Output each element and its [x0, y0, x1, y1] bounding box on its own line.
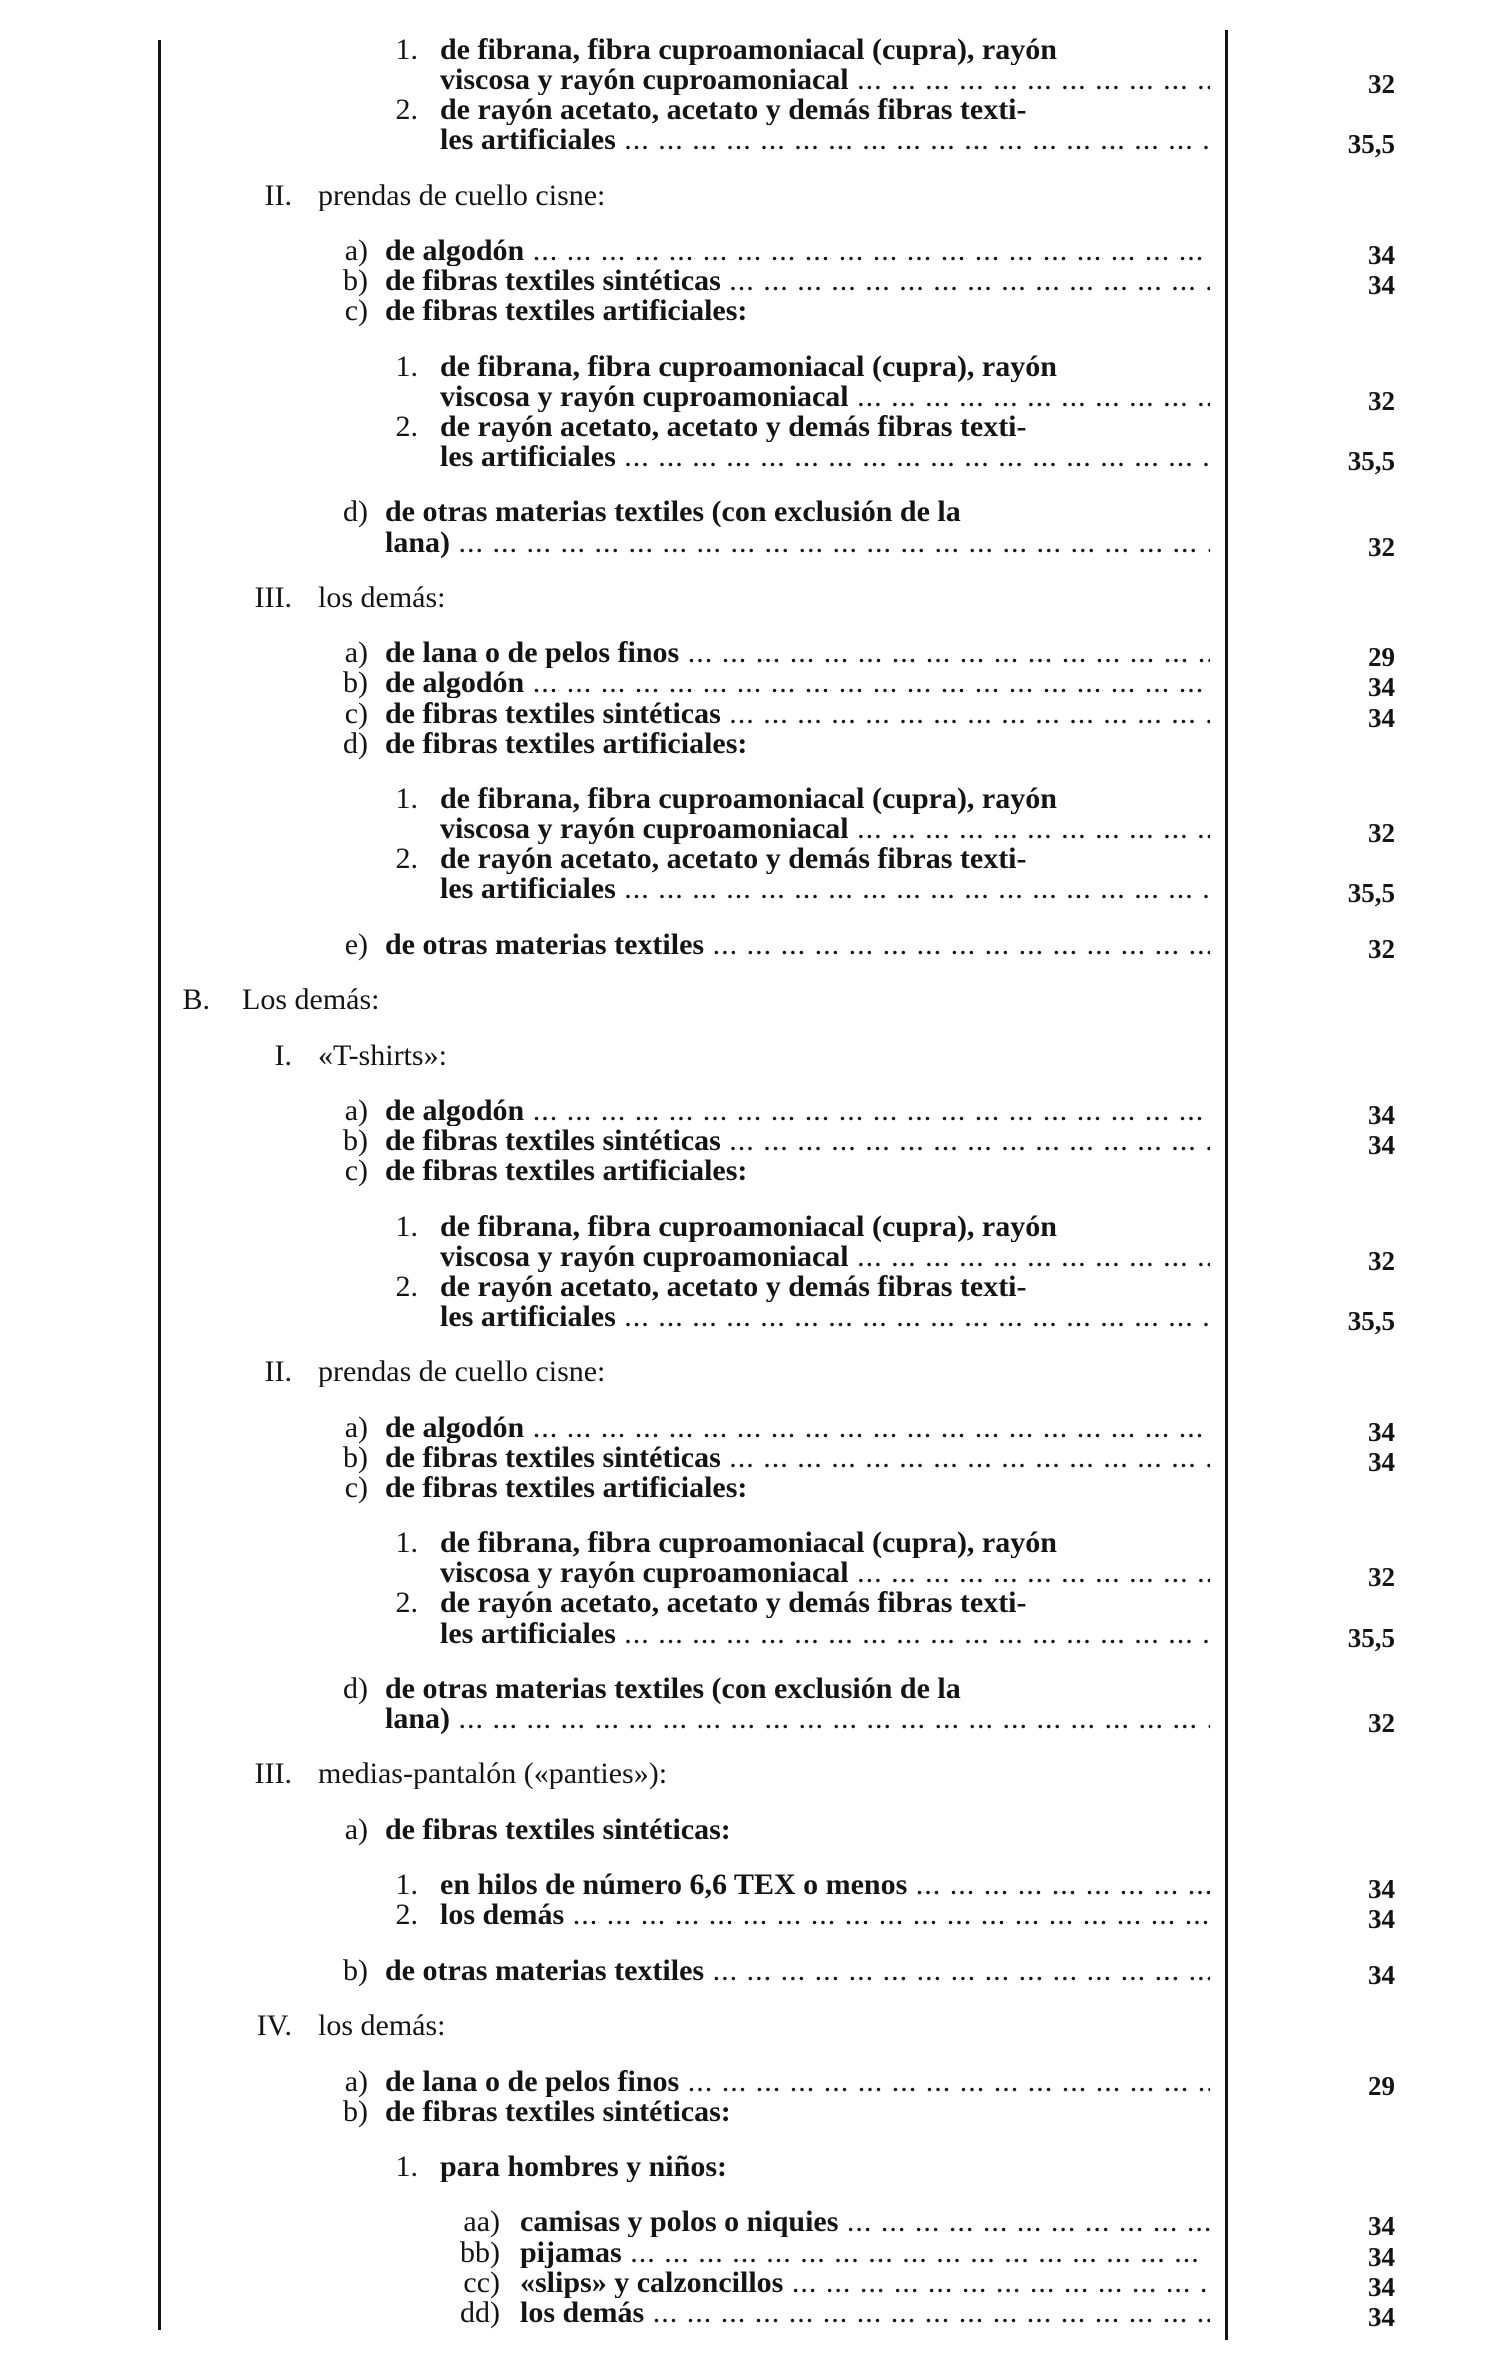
entry-label: I. [274, 1038, 292, 1072]
entry-text: de fibras textiles artificiales: [385, 296, 748, 327]
entry-text: los demás: [318, 582, 446, 613]
entry-label: 1. [395, 2150, 418, 2183]
entry-label: d) [343, 1671, 368, 1705]
duty-rate-value: 34 [1368, 1959, 1395, 1990]
duty-rate-value: 35,5 [1347, 446, 1395, 476]
entry-label: 1. [395, 1209, 418, 1243]
entry-text: les artificiales ... . [440, 442, 1210, 472]
entry-label: 1. [395, 1868, 418, 1902]
entry-line [0, 1898, 1500, 1935]
entry-line [0, 874, 1500, 909]
entry-line [0, 125, 1500, 160]
entry-text: lana) ... . [385, 1704, 1210, 1734]
duty-rate-value: 32 [1368, 385, 1395, 416]
entry-text: de rayón acetato, acetato y demás fibras texti- [440, 844, 1027, 875]
duty-rate-value: 34 [1368, 2241, 1395, 2272]
entry-text: de fibrana, fibra cuproamoniacal (cupra), rayón [440, 784, 1057, 814]
entry-label: 2. [395, 1898, 418, 1932]
entry-text: viscosa y rayón cuproamoniacal ... . [440, 382, 1210, 412]
duty-rate-value: 32 [1368, 1708, 1395, 1738]
entry-line [0, 1528, 1500, 1558]
entry-text: «slips» y calzoncillos ... . [520, 2268, 1210, 2298]
entry-line [0, 1410, 1500, 1447]
entry-line [0, 580, 1500, 614]
entry-label: 1. [395, 782, 418, 815]
entry-label: b) [343, 1124, 368, 1157]
entry-line [0, 296, 1500, 326]
entry-line [0, 349, 1500, 383]
entry-line [0, 2094, 1500, 2128]
entry-line [0, 1301, 1500, 1336]
entry-line [0, 2205, 1500, 2242]
entry-label: bb) [460, 2235, 500, 2269]
entry-line [0, 442, 1500, 476]
entry-line [0, 1093, 1500, 1130]
entry-label: b) [343, 666, 368, 700]
entry-line [0, 927, 1500, 964]
entry-text: prendas de cuello cisne: [318, 1357, 606, 1388]
entry-label: 2. [395, 1269, 418, 1303]
entry-line [0, 1241, 1500, 1276]
entry-line [0, 1124, 1500, 1160]
duty-rate-value: 35,5 [1347, 1305, 1395, 1336]
entry-label: 2. [395, 1586, 418, 1620]
duty-rate-value: 34 [1368, 1446, 1395, 1477]
entry-text: de rayón acetato, acetato y demás fibras texti- [440, 411, 1027, 442]
duty-rate-value: 29 [1368, 2070, 1395, 2101]
entry-line [0, 2011, 1500, 2041]
entry-text: de fibrana, fibra cuproamoniacal (cupra), rayón [440, 351, 1057, 382]
entry-text: de fibras textiles sintéticas ... . [385, 699, 1210, 729]
entry-text: de otras materias textiles (con exclusión de la [385, 1673, 961, 1704]
entry-line [0, 178, 1500, 212]
entry-label: a) [344, 234, 368, 268]
entry-text: de algodón ... . [385, 236, 1210, 266]
entry-text: de fibrana, fibra cuproamoniacal (cupra), rayón [440, 1528, 1057, 1559]
entry-label: b) [343, 2094, 368, 2128]
entry-text: los demás ... . [520, 2298, 1210, 2328]
entry-label: a) [344, 636, 368, 670]
duty-rate-value: 35,5 [1347, 1622, 1395, 1653]
entry-line [0, 1558, 1500, 1593]
entry-text: de lana o de pelos finos ... . [385, 638, 1210, 668]
entry-text: de fibras textiles sintéticas: [385, 2096, 731, 2127]
duty-rate-value: 34 [1368, 1874, 1395, 1905]
entry-text: de fibras textiles sintéticas ... . [385, 1126, 1210, 1156]
duty-rate-value: 29 [1368, 642, 1395, 673]
entry-line [0, 1618, 1500, 1653]
entry-text: Los demás: [242, 985, 380, 1016]
entry-label: b) [343, 1440, 368, 1474]
entry-label: II. [264, 1355, 292, 1389]
entry-text: para hombres y niños: [440, 2152, 727, 2182]
entry-label: cc) [463, 2265, 500, 2299]
duty-rate-value: 34 [1368, 2301, 1395, 2332]
entry-line [0, 726, 1500, 760]
entry-line [0, 666, 1500, 703]
entry-line [0, 636, 1500, 673]
duty-rate-value: 35,5 [1347, 129, 1395, 160]
duty-rate-value: 34 [1368, 1416, 1395, 1447]
entry-label: b) [343, 264, 368, 298]
entry-text: les artificiales ... . [440, 125, 1210, 155]
entry-text: viscosa y rayón cuproamoniacal ... . [440, 65, 1210, 95]
duty-rate-value: 32 [1368, 933, 1395, 964]
entry-line [0, 1038, 1500, 1072]
entry-text: pijamas ... . [520, 2238, 1210, 2268]
duty-rate-value: 32 [1368, 531, 1395, 562]
entry-text: los demás ... . [440, 1900, 1210, 1930]
entry-line [0, 1209, 1500, 1243]
entry-text: en hilos de número 6,6 TEX o menos ... . [440, 1870, 1210, 1900]
entry-text: los demás: [318, 2011, 446, 2042]
entry-label: III. [254, 1757, 292, 1791]
duty-rate-value: 32 [1368, 818, 1395, 849]
entry-label: B. [182, 983, 210, 1017]
entry-line [0, 696, 1500, 733]
entry-label: 1. [395, 349, 418, 383]
entry-text: de otras materias textiles ... . [385, 1956, 1210, 1986]
entry-label: IV. [256, 2009, 292, 2043]
entry-text: de fibras textiles artificiales: [385, 728, 748, 759]
entry-line [0, 1269, 1500, 1303]
entry-line [0, 1588, 1500, 1618]
entry-line [0, 2152, 1500, 2182]
entry-line [0, 1671, 1500, 1705]
entry-text: «T-shirts»: [318, 1040, 447, 1071]
entry-label: dd) [460, 2295, 500, 2329]
entry-label: e) [344, 927, 368, 961]
entry-text: les artificiales ... . [440, 1619, 1210, 1649]
entry-line [0, 527, 1500, 562]
entry-label: II. [264, 178, 292, 212]
entry-label: 1. [395, 33, 418, 66]
entry-line [0, 2235, 1500, 2272]
entry-text: les artificiales ... . [440, 874, 1210, 904]
entry-label: c) [344, 1470, 368, 1504]
entry-text: de fibras textiles sintéticas: [385, 1814, 731, 1845]
entry-text: de algodón ... . [385, 1096, 1210, 1126]
entry-label: d) [343, 495, 368, 529]
entry-text: de fibras textiles artificiales: [385, 1156, 748, 1187]
entry-label: 2. [395, 409, 418, 443]
entry-line [0, 1953, 1500, 1990]
entry-line [0, 1812, 1500, 1846]
duty-rate-value: 32 [1368, 1562, 1395, 1593]
duty-rate-value: 34 [1368, 1904, 1395, 1935]
entry-text: de algodón ... . [385, 1413, 1210, 1443]
entry-label: 2. [395, 93, 418, 127]
duty-rate-value: 32 [1368, 1245, 1395, 1276]
duty-rate-value: 35,5 [1347, 878, 1395, 909]
entry-line [0, 1470, 1500, 1504]
entry-label: a) [344, 1812, 368, 1846]
duty-rate-value: 34 [1368, 2211, 1395, 2242]
entry-line [0, 814, 1500, 849]
entry-text: de otras materias textiles (con exclusión de la [385, 497, 961, 528]
entry-line [0, 1759, 1500, 1789]
entry-line [0, 1868, 1500, 1905]
duty-rate-value: 34 [1368, 2271, 1395, 2302]
entry-label: c) [344, 1154, 368, 1188]
entry-line [0, 1704, 1500, 1738]
duty-rate-value: 34 [1368, 672, 1395, 703]
entry-line [0, 2265, 1500, 2302]
entry-line [0, 2064, 1500, 2101]
entry-line [0, 497, 1500, 527]
entry-line [0, 409, 1500, 443]
entry-text: de fibrana, fibra cuproamoniacal (cupra), rayón [440, 35, 1057, 65]
entry-label: c) [344, 696, 368, 730]
entry-text: de rayón acetato, acetato y demás fibras texti- [440, 1588, 1027, 1619]
entry-line [0, 1440, 1500, 1477]
entry-line [0, 985, 1500, 1015]
entry-text: prendas de cuello cisne: [318, 180, 606, 211]
duty-rate-value: 32 [1368, 69, 1395, 100]
entry-text: de fibras textiles artificiales: [385, 1472, 748, 1503]
entry-text: de algodón ... . [385, 668, 1210, 698]
entry-text: de rayón acetato, acetato y demás fibras texti- [440, 95, 1027, 126]
duty-rate-value: 34 [1368, 270, 1395, 301]
duty-rate-value: 34 [1368, 240, 1395, 271]
entry-text: de fibras textiles sintéticas ... . [385, 266, 1210, 296]
entry-text: de rayón acetato, acetato y demás fibras texti- [440, 1271, 1027, 1302]
entry-line [0, 1156, 1500, 1186]
entry-line [0, 65, 1500, 100]
entry-line [0, 844, 1500, 874]
entry-text: de lana o de pelos finos ... . [385, 2067, 1210, 2097]
entry-text: medias-pantalón («panties»): [318, 1759, 668, 1790]
entry-line [0, 264, 1500, 301]
duty-rate-value: 34 [1368, 702, 1395, 733]
entry-label: III. [254, 580, 292, 614]
entry-text: de fibras textiles sintéticas ... . [385, 1443, 1210, 1473]
entry-label: aa) [463, 2205, 500, 2239]
entry-label: a) [344, 1410, 368, 1444]
entry-text: viscosa y rayón cuproamoniacal ... . [440, 1558, 1210, 1588]
entry-line [0, 1357, 1500, 1387]
entry-label: a) [344, 1093, 368, 1127]
entry-text: de otras materias textiles ... . [385, 930, 1210, 960]
entry-text: lana) ... . [385, 528, 1210, 558]
entry-label: 1. [395, 1526, 418, 1560]
entry-line [0, 2295, 1500, 2332]
entry-label: b) [343, 1953, 368, 1987]
entry-text: les artificiales ... . [440, 1302, 1210, 1332]
duty-rate-value: 34 [1368, 1130, 1395, 1160]
entry-label: d) [343, 726, 368, 760]
entry-text: viscosa y rayón cuproamoniacal ... . [440, 814, 1210, 844]
entry-line [0, 95, 1500, 125]
entry-line [0, 381, 1500, 416]
entry-text: de fibrana, fibra cuproamoniacal (cupra), rayón [440, 1211, 1057, 1242]
duty-rate-value: 34 [1368, 1099, 1395, 1130]
entry-text: camisas y polos o niquies ... . [520, 2207, 1210, 2237]
entry-label: 2. [395, 842, 418, 876]
entry-line [0, 35, 1500, 65]
entry-line [0, 784, 1500, 814]
entry-line [0, 234, 1500, 271]
entry-label: a) [344, 2064, 368, 2098]
entry-text: viscosa y rayón cuproamoniacal ... . [440, 1242, 1210, 1272]
entry-label: c) [344, 294, 368, 328]
